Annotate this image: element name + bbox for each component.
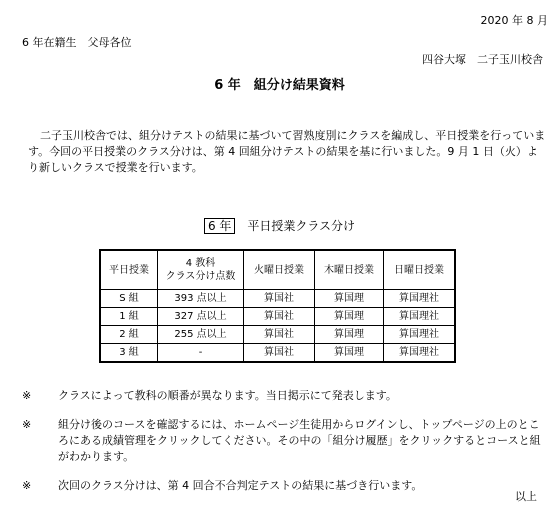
note-mark: ※ — [22, 389, 32, 402]
cell-thursday: 算国理 — [315, 308, 384, 326]
cell-thursday: 算国理 — [315, 344, 384, 363]
header-score-line1: 4 教科 — [185, 258, 216, 269]
section-heading — [0, 220, 559, 232]
document-title: 6 年 組分け結果資料 — [214, 78, 345, 93]
cell-class: S 組 — [100, 290, 158, 308]
cell-thursday: 算国理 — [315, 326, 384, 344]
section-heading-text: 平日授業クラス分け — [247, 219, 356, 233]
document-date: 2020 年 8 月 — [480, 14, 548, 27]
header-weekday-class: 平日授業 — [100, 250, 158, 290]
table-header-row — [100, 250, 455, 290]
cell-class: 1 組 — [100, 308, 158, 326]
recipient-line: 6 年在籍生 父母各位 — [22, 36, 132, 49]
cell-sunday: 算国理社 — [384, 308, 456, 326]
header-sunday: 日曜日授業 — [384, 250, 456, 290]
header-thursday: 木曜日授業 — [315, 250, 384, 290]
grade-box: 6 年 — [204, 218, 235, 234]
header-tuesday: 火曜日授業 — [244, 250, 315, 290]
cell-thursday: 算国理 — [315, 290, 384, 308]
school-name: 四谷大塚 二子玉川校舎 — [422, 53, 543, 66]
note-text: 次回のクラス分けは、第 4 回合不合判定テストの結果に基づき行います。 — [58, 479, 423, 492]
note-text: クラスによって教科の順番が異なります。当日掲示にて発表します。 — [58, 389, 397, 402]
notes-list — [22, 388, 542, 507]
table-row — [100, 290, 455, 308]
cell-score: 255 点以上 — [158, 326, 244, 344]
table-row — [100, 308, 455, 326]
cell-score: - — [158, 344, 244, 363]
cell-class: 3 組 — [100, 344, 158, 363]
cell-class: 2 組 — [100, 326, 158, 344]
cell-sunday: 算国理社 — [384, 290, 456, 308]
cell-tuesday: 算国社 — [244, 344, 315, 363]
cell-score: 327 点以上 — [158, 308, 244, 326]
class-assignment-table — [99, 249, 456, 363]
header-score-line2: クラス分け点数 — [165, 271, 236, 282]
note-item — [22, 478, 542, 494]
note-item — [22, 417, 542, 465]
cell-score: 393 点以上 — [158, 290, 244, 308]
closing-mark: 以上 — [515, 490, 537, 503]
cell-tuesday: 算国社 — [244, 308, 315, 326]
intro-paragraph: 二子玉川校舎では、組分けテストの結果に基づいて習熟度別にクラスを編成し、平日授業を行っています。今回の平日授業のクラス分けは、第 4 回組分けテストの結果を基に行いました。9 月 1 日（火）より新しいクラスで授業を行います。 — [28, 129, 546, 174]
cell-sunday: 算国理社 — [384, 344, 456, 363]
cell-tuesday: 算国社 — [244, 290, 315, 308]
table-row — [100, 326, 455, 344]
note-mark: ※ — [22, 418, 32, 431]
note-text: 組分け後のコースを確認するには、ホームページ生徒用からログインし、トップページの上のところにある成績管理をクリックしてください。その中の「組分け履歴」をクリックするとコースと組がわかります。 — [58, 418, 541, 463]
table-row — [100, 344, 455, 363]
cell-sunday: 算国理社 — [384, 326, 456, 344]
cell-tuesday: 算国社 — [244, 326, 315, 344]
note-mark: ※ — [22, 479, 32, 492]
header-score — [158, 250, 244, 290]
note-item — [22, 388, 542, 404]
